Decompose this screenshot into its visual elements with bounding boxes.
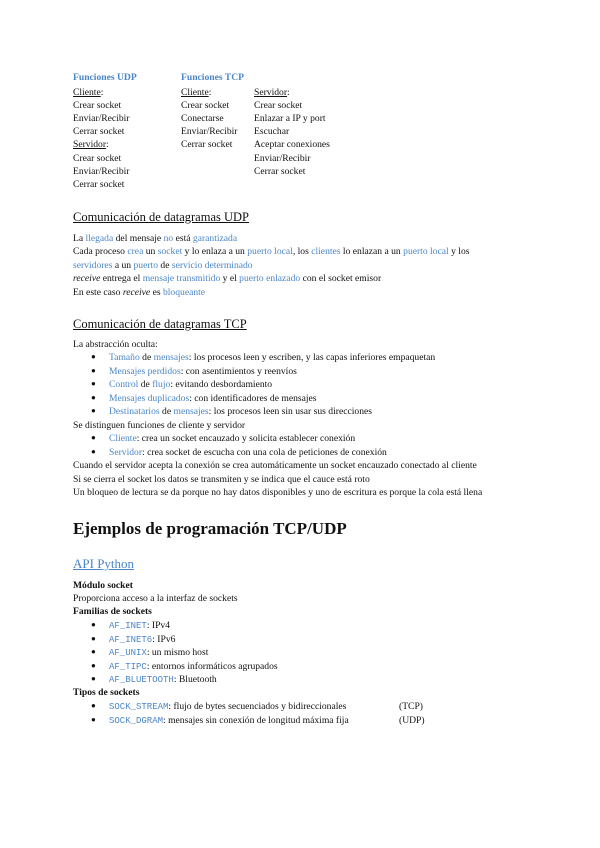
module-desc: Proporciona acceso a la interfaz de sockets (73, 593, 238, 604)
udp-server-label: Servidor: (73, 139, 109, 150)
type-item: SOCK_STREAM: flujo de bytes secuenciados y bidireccionales (109, 701, 347, 712)
examples-title: Ejemplos de programación TCP/UDP (73, 519, 347, 538)
tcp-bullet: Tamaño de mensajes: los procesos leen y escriben, y las capas inferiores empaquetan (109, 352, 436, 363)
tcp-bullet: Mensajes duplicados: con identificadores de mensajes (109, 393, 317, 404)
tcp-paragraph: Si se cierra el socket los datos se transmiten y se indica que el cauce está roto (73, 474, 370, 485)
tcp-bullet: Control de flujo: evitando desbordamiento (109, 379, 273, 390)
tcp-server-item: Cerrar socket (254, 166, 306, 177)
type-proto: (TCP) (399, 701, 423, 712)
bullet-icon: ● (91, 715, 96, 724)
udp-line: servidores a un puerto de servicio determinado (73, 260, 253, 271)
udp-section-heading: Comunicación de datagramas UDP (73, 210, 249, 224)
tcp-server-item: Enlazar a IP y port (254, 113, 326, 124)
bullet-icon: ● (91, 366, 96, 375)
tcp-functions-heading: Funciones TCP (181, 72, 244, 83)
bullet-icon: ● (91, 620, 96, 629)
tcp-client-item: Enviar/Recibir (181, 126, 238, 137)
tcp-intro: La abstracción oculta: (73, 339, 158, 350)
types-label: Tipos de sockets (73, 687, 140, 698)
udp-client-item: Crear socket (73, 100, 122, 111)
udp-line: La llegada del mensaje no está garantizada (73, 233, 238, 244)
module-label: Módulo socket (73, 580, 133, 591)
tcp-bullet: Mensajes perdidos: con asentimientos y reenvíos (109, 366, 297, 377)
bullet-icon: ● (91, 674, 96, 683)
udp-line: Cada proceso crea un socket y lo enlaza a un puerto local, los clientes lo enlazan a un puerto local y los (73, 246, 470, 257)
bullet-icon: ● (91, 647, 96, 656)
api-python-heading: API Python (73, 556, 135, 571)
udp-server-item: Enviar/Recibir (73, 166, 130, 177)
tcp-paragraph: Un bloqueo de lectura se da porque no hay datos disponibles y uno de escritura es porque la cola está llena (73, 487, 483, 498)
udp-line: receive entrega el mensaje transmitido y el puerto enlazado con el socket emisor (73, 273, 382, 284)
bullet-icon: ● (91, 634, 96, 643)
bullet-icon: ● (91, 352, 96, 361)
udp-server-item: Cerrar socket (73, 179, 125, 190)
tcp-distinguish: Se distinguen funciones de cliente y servidor (73, 420, 246, 431)
tcp-server-item: Enviar/Recibir (254, 153, 311, 164)
type-item: SOCK_DGRAM: mensajes sin conexión de longitud máxima fija (109, 715, 349, 726)
family-item: AF_TIPC: entornos informáticos agrupados (109, 661, 278, 672)
family-item: AF_BLUETOOTH: Bluetooth (109, 674, 217, 685)
bullet-icon: ● (91, 661, 96, 670)
family-item: AF_INET: IPv4 (109, 620, 171, 631)
bullet-icon: ● (91, 393, 96, 402)
tcp-client-label: Cliente: (181, 87, 212, 98)
bullet-icon: ● (91, 433, 96, 442)
tcp-bullet: Destinatarios de mensajes: los procesos leen sin usar sus direcciones (109, 406, 372, 417)
bullet-icon: ● (91, 701, 96, 710)
udp-server-item: Crear socket (73, 153, 122, 164)
tcp-server-item: Crear socket (254, 100, 303, 111)
udp-client-label: Cliente: (73, 87, 104, 98)
udp-client-item: Cerrar socket (73, 126, 125, 137)
tcp-client-item: Crear socket (181, 100, 230, 111)
tcp-bullet: Servidor: crea socket de escucha con una cola de peticiones de conexión (109, 447, 387, 458)
bullet-icon: ● (91, 379, 96, 388)
tcp-server-item: Aceptar conexiones (254, 139, 330, 150)
tcp-server-label: Servidor: (254, 87, 290, 98)
bullet-icon: ● (91, 447, 96, 456)
tcp-client-item: Conectarse (181, 113, 224, 124)
udp-functions-heading: Funciones UDP (73, 72, 137, 83)
tcp-server-item: Escuchar (254, 126, 290, 137)
family-item: AF_UNIX: un mismo host (109, 647, 209, 658)
bullet-icon: ● (91, 406, 96, 415)
tcp-bullet: Cliente: crea un socket encauzado y solicita establecer conexión (109, 433, 356, 444)
udp-client-item: Enviar/Recibir (73, 113, 130, 124)
tcp-client-item: Cerrar socket (181, 139, 233, 150)
type-proto: (UDP) (399, 715, 425, 726)
udp-line: En este caso receive es bloqueante (73, 287, 206, 298)
families-label: Familias de sockets (73, 606, 152, 617)
family-item: AF_INET6: IPv6 (109, 634, 176, 645)
tcp-paragraph: Cuando el servidor acepta la conexión se crea automáticamente un socket encauzado conectado al cliente (73, 460, 477, 471)
tcp-section-heading: Comunicación de datagramas TCP (73, 317, 247, 331)
